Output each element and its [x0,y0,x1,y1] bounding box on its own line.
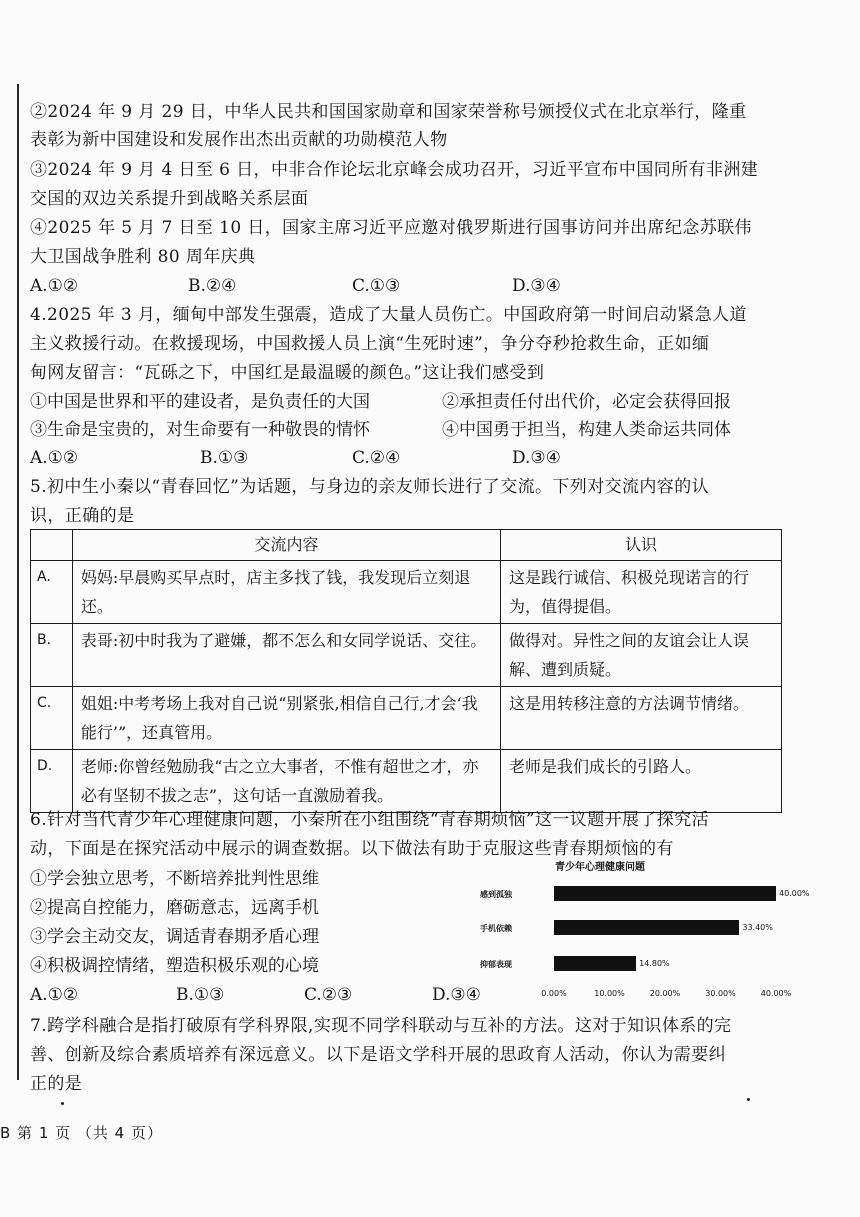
chart-x-tick-label: 0.00% [541,989,567,998]
mental-health-bar-chart [480,858,810,1008]
table-row [31,624,782,687]
q6-item-4: ④积极调控情绪，塑造积极乐观的心境 [30,956,319,976]
q3-option-c[interactable]: C.①③ [352,276,401,296]
q7-stem-line: 7.跨学科融合是指打破原有学科界限,实现不同学科联动与互补的方法。这对于知识体系的完 [30,1016,732,1036]
table-header-cell [31,530,73,561]
q6-item-2: ②提高自控能力，磨砺意志，远离手机 [30,898,319,918]
q3-item-line: ②2024 年 9 月 29 日，中华人民共和国国家勋章和国家荣誉称号颁授仪式在北京举行，隆重 [30,102,747,122]
q6-option-b[interactable]: B.①③ [176,985,225,1005]
q6-item-3: ③学会主动交友，调适青春期矛盾心理 [30,927,319,947]
chart-bar [554,886,776,901]
table-row [31,561,782,624]
chart-value-label: 40.00% [779,889,810,898]
q7-stem-line: 正的是 [30,1074,83,1094]
q4-item-4: ④中国勇于担当，构建人类命运共同体 [442,420,731,440]
row-view: 这是践行诚信、积极兑现诺言的行为，值得提倡。 [501,561,782,624]
row-content: 姐姐:中考考场上我对自己说“别紧张,相信自己行,才会‘我能行’”，还真管用。 [72,687,500,750]
chart-bar [554,920,739,935]
chart-category-label: 手机依赖 [480,924,512,933]
chart-value-label: 33.40% [742,923,773,932]
chart-x-tick-label: 20.00% [649,989,681,998]
row-label: D. [31,750,73,813]
q4-stem-line: 4.2025 年 3 月，缅甸中部发生强震，造成了大量人员伤亡。中国政府第一时间启动紧急人道 [30,305,747,325]
chart-bar [554,956,636,971]
q4-option-d[interactable]: D.③④ [512,448,561,468]
q4-option-b[interactable]: B.①③ [200,448,249,468]
q5-stem-line: 识，正确的是 [30,506,135,526]
table-row [31,687,782,750]
chart-x-tick-label: 10.00% [594,989,625,998]
chart-value-label: 14.80% [639,959,670,968]
chart-title: 青少年心理健康问题 [555,862,645,873]
q3-option-b[interactable]: B.②④ [188,276,237,296]
q6-stem-line: 动，下面是在探究活动中展示的调查数据。以下做法有助于克服这些青春期烦恼的有 [30,839,674,859]
row-label: C. [31,687,73,750]
row-content: 老师:你曾经勉励我“古之立大事者，不惟有超世之才，亦必有坚韧不拔之志”，这句话一直激励着我。 [72,750,500,813]
row-view: 这是用转移注意的方法调节情绪。 [501,687,782,750]
q3-option-d[interactable]: D.③④ [512,276,561,296]
q4-item-3: ③生命是宝贵的，对生命要有一种敬畏的情怀 [30,420,370,440]
chart-category-label: 感到孤独 [480,890,512,899]
q3-item-line: 交国的双边关系提升到战略关系层面 [30,189,309,209]
q6-option-c[interactable]: C.②③ [304,985,353,1005]
table-row [31,750,782,813]
scan-speck [747,1098,750,1101]
table-header-cell: 认识 [501,530,782,561]
binding-margin-line [17,84,19,1080]
q6-stem-line: 6.针对当代青少年心理健康问题，小秦所在小组围绕“青春期烦恼”这一议题开展了探究活 [30,810,709,830]
q5-stem-line: 5.初中生小秦以“青春回忆”为话题，与身边的亲友师长进行了交流。下列对交流内容的认 [30,477,709,497]
table-header-cell: 交流内容 [72,530,500,561]
q4-item-1: ①中国是世界和平的建设者，是负责任的大国 [30,392,370,412]
q4-option-a[interactable]: A.①② [30,448,79,468]
q4-item-2: ②承担责任付出代价，必定会获得回报 [442,392,731,412]
row-content: 表哥:初中时我为了避嫌，都不怎么和女同学说话、交往。 [72,624,500,687]
q7-stem-line: 善、创新及综合素质培养有深远意义。以下是语文学科开展的思政育人活动，你认为需要纠 [30,1045,726,1065]
q4-stem-line: 主义救援行动。在救援现场，中国救援人员上演“生死时速”，争分夺秒抢救生命，正如缅 [30,334,710,354]
row-view: 老师是我们成长的引路人。 [501,750,782,813]
q3-item-line: 大卫国战争胜利 80 周年庆典 [30,247,256,267]
page-footer: B 第 1 页 （共 4 页） [0,1124,163,1142]
q3-option-a[interactable]: A.①② [30,276,79,296]
scan-speck [61,1102,64,1105]
q4-option-c[interactable]: C.②④ [352,448,401,468]
q4-stem-line: 甸网友留言：“瓦砾之下，中国红是最温暖的颜色。”这让我们感受到 [30,363,545,383]
row-view: 做得对。异性之间的友谊会让人误解、遭到质疑。 [501,624,782,687]
q6-option-d[interactable]: D.③④ [432,985,481,1005]
chart-x-tick-label: 40.00% [760,989,792,998]
row-label: B. [31,624,73,687]
row-content: 妈妈:早晨购买早点时，店主多找了钱，我发现后立刻退还。 [72,561,500,624]
q3-item-line: ③2024 年 9 月 4 日至 6 日，中非合作论坛北京峰会成功召开，习近平宣布中国同所有非洲建 [30,160,759,180]
chart-category-label: 抑郁表现 [480,960,512,969]
q6-option-a[interactable]: A.①② [30,985,79,1005]
table-header-row [31,530,782,561]
q5-table [30,529,782,813]
q3-item-line: 表彰为新中国建设和发展作出杰出贡献的功勋模范人物 [30,130,448,150]
q6-item-1: ①学会独立思考，不断培养批判性思维 [30,869,319,889]
q3-item-line: ④2025 年 5 月 7 日至 10 日，国家主席习近平应邀对俄罗斯进行国事访问并出席纪念苏联伟 [30,218,752,238]
chart-x-tick-label: 30.00% [705,989,736,998]
row-label: A. [31,561,73,624]
